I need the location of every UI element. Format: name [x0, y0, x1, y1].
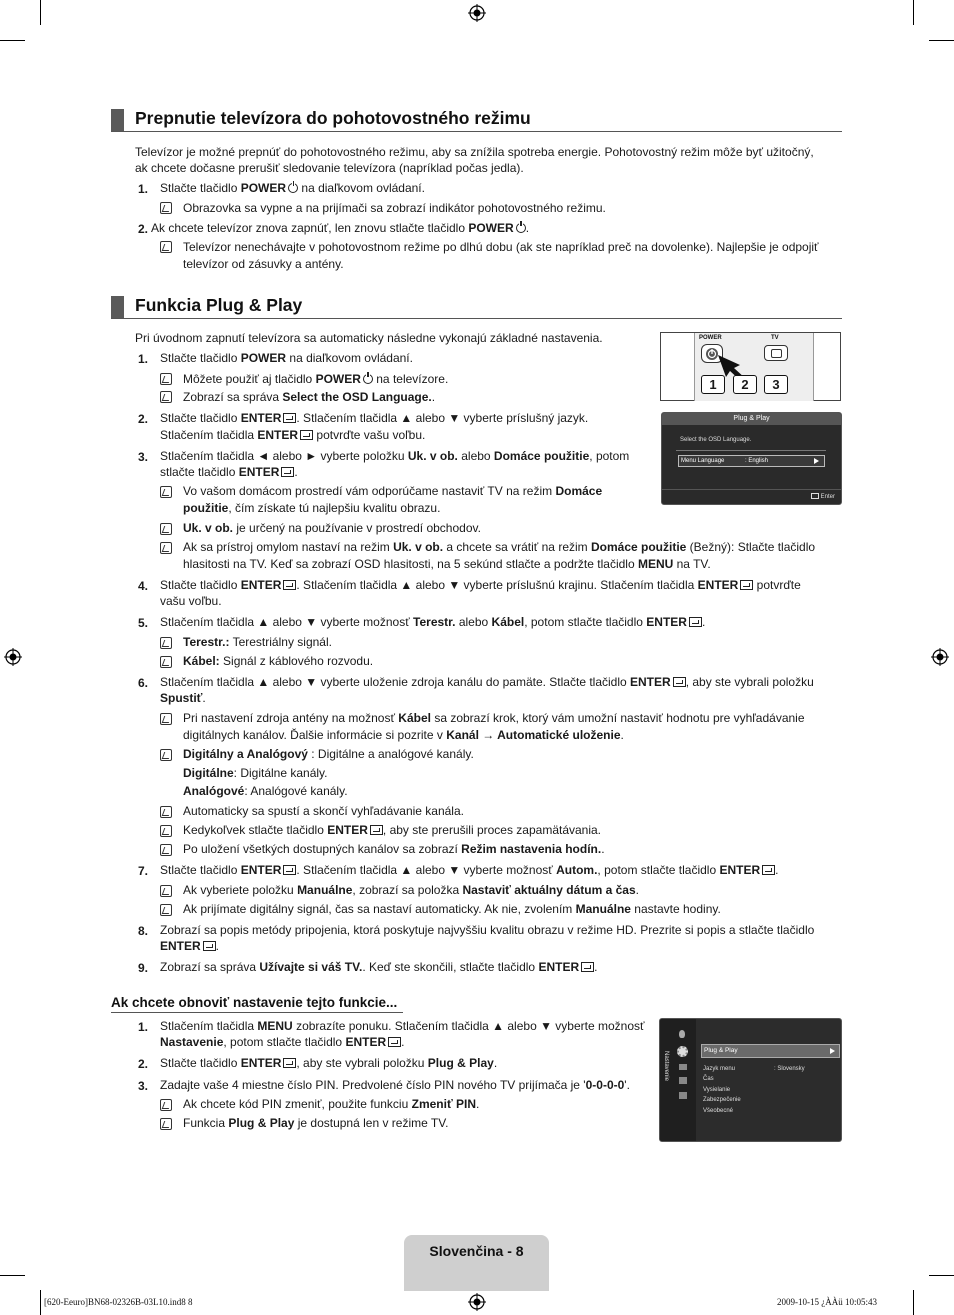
- crop-mark: [0, 1275, 25, 1276]
- note-icon: [160, 713, 172, 725]
- note-text: Televízor nenechávajte v pohotovostnom režime po dlhú dobu (ak ste napríklad preč na dovolenke). Najlepšie je odpojiť: [183, 240, 819, 254]
- note-text: Digitálny a Analógový : Digitálne a analógové kanály.: [183, 747, 474, 761]
- registration-mark-icon: [468, 1293, 486, 1311]
- osd-menu-item: Vysielanie: [703, 1087, 731, 1093]
- note-icon: [160, 885, 172, 897]
- step-text: Stlačením tlačidla MENU zobrazíte ponuku. Stlačením tlačidla ▲ alebo ▼ vyberte možnosť: [160, 1019, 645, 1033]
- note-text: Vo vašom domácom prostredí vám odporúčame nastaviť TV na režim Domáce: [183, 484, 603, 498]
- step-text: Stlačte tlačidlo ENTER , aby ste vybrali položku Plug & Play.: [160, 1056, 498, 1070]
- step-number: 4.: [138, 579, 149, 593]
- note-text: Ak vyberiete položku Manuálne, zobrazí sa položka Nastaviť aktuálny dátum a čas.: [183, 883, 639, 897]
- enter-icon: [203, 941, 216, 951]
- step-number: 2.: [138, 412, 149, 426]
- crop-mark: [913, 0, 914, 25]
- osd-prompt: Select the OSD Language.: [680, 437, 752, 443]
- step-number: 1.: [138, 1020, 149, 1034]
- note-text: Ak chcete kód PIN zmeniť, použite funkciu Zmeniť PIN.: [183, 1097, 480, 1111]
- section-heading: [111, 109, 842, 132]
- note-icon: [160, 904, 172, 916]
- note-icon: [160, 391, 172, 403]
- remote-illustration: [660, 332, 841, 401]
- tv-key-label: TV: [771, 335, 779, 341]
- tv-key: [764, 345, 788, 361]
- note-text: Automaticky sa spustí a skončí vyhľadávanie kanála.: [183, 804, 464, 818]
- step-text: Stlačením tlačidla ENTER potvrďte vašu voľbu.: [160, 428, 426, 442]
- note-text: použitie, čím získate tú najlepšiu kvalitu obrazu.: [183, 501, 441, 515]
- step-text: stlačte tlačidlo ENTER .: [160, 465, 298, 479]
- osd-footer-line: [662, 489, 841, 490]
- crop-mark: [929, 40, 954, 41]
- note-text: hlasitosti na TV. Keď sa zobrazí OSD hlasitosti, na 5 sekúnd stlačte a podržte tlačidlo MENU na TV.: [183, 557, 711, 571]
- step-text: Ak chcete televízor znova zapnúť, len znovu stlačte tlačidlo POWER .: [151, 221, 530, 235]
- crop-mark: [0, 40, 25, 41]
- osd-enter-hint: Enter: [811, 493, 835, 500]
- osd-menu-language-row: [678, 455, 825, 467]
- remote-key-2: 2: [733, 375, 757, 394]
- step-text: Zadajte vaše 4 miestne číslo PIN. Predvolené číslo PIN nového TV prijímača je '0-0-0-0'.: [160, 1078, 630, 1092]
- step-text: Zobrazí sa správa Užívajte si váš TV.. Keď ste skončili, stlačte tlačidlo ENTER .: [160, 960, 598, 974]
- osd-menu-value: : Slovensky: [774, 1066, 805, 1072]
- note-text: Funkcia Plug & Play je dostupná len v režime TV.: [183, 1116, 449, 1130]
- step-number: 1.: [138, 352, 149, 366]
- subsection-title: Ak chcete obnoviť nastavenie tejto funkcie...: [111, 995, 403, 1013]
- enter-icon: [300, 430, 313, 440]
- note-text: televízor od zásuvky a antény.: [183, 257, 344, 271]
- enter-icon: [283, 413, 296, 423]
- step-text: vašu voľbu.: [160, 594, 222, 608]
- note-icon: [160, 656, 172, 668]
- enter-icon: [370, 825, 383, 835]
- note-text: Ak prijímate digitálny signál, čas sa nastaví automaticky. Ak nie, zvolením Manuálne nastavte hodiny.: [183, 902, 721, 916]
- step-text: Spustiť.: [160, 691, 206, 705]
- paragraph: Televízor je možné prepnúť do pohotovostného režimu, aby sa znížila spotreba energie. Pohotovostný režim môže byť užitočný,: [135, 145, 814, 159]
- remote-key-3: 3: [764, 375, 788, 394]
- print-date-info: 2009-10-15 ¿ÀÀü 10:05:43: [777, 1297, 877, 1307]
- paragraph: Pri úvodnom zapnutí televízora sa automaticky následne vykonajú základné nastavenia.: [135, 331, 603, 345]
- registration-mark-icon: [468, 4, 486, 22]
- note-icon: [160, 844, 172, 856]
- osd-menu-item: Čas: [703, 1076, 714, 1082]
- step-text: Stlačením tlačidla ▲ alebo ▼ vyberte možnosť Terestr. alebo Kábel, potom stlačte tlačidlo ENTER .: [160, 615, 706, 629]
- page-number-tab: [404, 1235, 549, 1291]
- osd-row-value: : English: [745, 458, 769, 464]
- enter-icon: [283, 865, 296, 875]
- input-icon: [679, 1064, 687, 1070]
- step-text: Stlačte tlačidlo ENTER . Stlačením tlačidla ▲ alebo ▼ vyberte možnosť Autom., potom stlačte tlačidlo ENTER .: [160, 863, 779, 877]
- osd-screen-language: [661, 412, 842, 505]
- power-key-label: POWER: [699, 335, 722, 341]
- note-text: Zobrazí sa správa Select the OSD Language..: [183, 390, 436, 404]
- step-text: Stlačením tlačidla ▲ alebo ▼ vyberte uloženie zdroja kanálu do pamäte. Stlačte tlačidlo ENTER , aby ste vybrali položku: [160, 675, 814, 689]
- picture-icon: [679, 1030, 685, 1038]
- section-heading: [111, 296, 842, 319]
- note-icon: [160, 749, 172, 761]
- enter-icon: [283, 580, 296, 590]
- enter-icon: [581, 962, 594, 972]
- power-icon: [363, 374, 373, 384]
- step-number: 9.: [138, 961, 149, 975]
- print-file-info: [620-Eeuro]BN68-02326B-03L10.ind8 8: [44, 1297, 193, 1307]
- heading-bar: [111, 296, 124, 318]
- note-icon: [160, 523, 172, 535]
- step-number: 5.: [138, 616, 149, 630]
- osd-row-label: Menu Language: [681, 458, 725, 464]
- step-text: Stlačte tlačidlo ENTER . Stlačením tlačidla ▲ alebo ▼ vyberte príslušný jazyk.: [160, 411, 589, 425]
- section-title: Prepnutie televízora do pohotovostného režimu: [135, 108, 531, 128]
- crop-mark: [913, 1290, 914, 1315]
- note-text: Po uložení všetkých dostupných kanálov sa zobrazí Režim nastavenia hodín..: [183, 842, 605, 856]
- power-icon: [516, 223, 526, 233]
- osd-menu-item: Zabezpečenie: [703, 1097, 741, 1103]
- support-icon: [679, 1092, 687, 1099]
- note-icon: [160, 1099, 172, 1111]
- osd-title: Plug & Play: [733, 415, 770, 422]
- step-text: Stlačením tlačidla ◄ alebo ► vyberte položku Uk. v ob. alebo Domáce použitie, potom: [160, 449, 630, 463]
- enter-icon: [281, 467, 294, 477]
- enter-icon: [283, 1058, 296, 1068]
- step-number: 1.: [138, 182, 149, 196]
- note-text: Kábel: Signál z káblového rozvodu.: [183, 654, 374, 668]
- heading-bar: [111, 109, 124, 131]
- note-text: Uk. v ob. je určený na používanie v prostredí obchodov.: [183, 521, 481, 535]
- note-text: Terestr.: Terestriálny signál.: [183, 635, 332, 649]
- note-icon: [160, 637, 172, 649]
- step-number: 2.: [138, 1057, 149, 1071]
- gear-icon: [677, 1046, 688, 1057]
- step-number: 7.: [138, 864, 149, 878]
- note-text: Kedykoľvek stlačte tlačidlo ENTER , aby ste prerušili proces zapamätávania.: [183, 823, 602, 837]
- registration-mark-icon: [4, 648, 22, 666]
- step-text: ENTER .: [160, 939, 220, 953]
- note-text: Ak sa prístroj omylom nastaví na režim Uk. v ob. a chcete sa vrátiť na režim Domáce použitie (Bežný): Stlačte tlačidlo: [183, 540, 816, 554]
- note-icon: [160, 542, 172, 554]
- osd-separator: [676, 450, 826, 451]
- enter-icon: [388, 1037, 401, 1047]
- enter-icon: [762, 865, 775, 875]
- note-icon: [160, 202, 172, 214]
- note-icon: [160, 1118, 172, 1130]
- note-text: Digitálne: Digitálne kanály.: [183, 766, 328, 780]
- osd-menu-item: Všeobecné: [703, 1108, 734, 1114]
- enter-icon: [740, 580, 753, 590]
- page-label: Slovenčina - 8: [429, 1243, 524, 1259]
- note-icon: [160, 825, 172, 837]
- step-number: 2.: [138, 222, 149, 236]
- step-number: 3.: [138, 450, 149, 464]
- application-icon: [679, 1077, 687, 1084]
- note-text: digitálnych kanálov. Ďalšie informácie si pozrite v Kanál → Automatické uloženie.: [183, 728, 624, 742]
- step-text: Nastavenie, potom stlačte tlačidlo ENTER .: [160, 1035, 405, 1049]
- remote-key-1: 1: [701, 375, 725, 394]
- note-icon: [160, 806, 172, 818]
- enter-icon: [689, 617, 702, 627]
- crop-mark: [929, 1275, 954, 1276]
- power-icon: [288, 183, 298, 193]
- osd-arrow-right-icon: [814, 458, 819, 464]
- step-text: Zobrazí sa popis metódy pripojenia, ktorá poskytuje najvyššiu kvalitu obrazu v režime HD. Prezrite si popis a stlačte tlačidlo: [160, 923, 815, 937]
- crop-mark: [40, 1290, 41, 1315]
- note-text: Analógové: Analógové kanály.: [183, 784, 348, 798]
- note-text: Obrazovka sa vypne a na prijímači sa zobrazí indikátor pohotovostného režimu.: [183, 201, 606, 215]
- enter-icon: [673, 677, 686, 687]
- osd-menu-item: Jazyk menu: [703, 1066, 736, 1072]
- step-text: Stlačte tlačidlo ENTER . Stlačením tlačidla ▲ alebo ▼ vyberte príslušnú krajinu. Stlačením tlačidla ENTER potvrďte: [160, 578, 801, 592]
- note-icon: [160, 486, 172, 498]
- osd-selected-item: Plug & Play: [701, 1044, 840, 1058]
- step-text: Stlačte tlačidlo POWER na diaľkovom ovládaní.: [160, 181, 425, 195]
- osd-side-label: Nastavenie: [663, 1050, 669, 1082]
- crop-mark: [40, 0, 41, 25]
- note-icon: [160, 373, 172, 385]
- step-number: 3.: [138, 1079, 149, 1093]
- note-text: Pri nastavení zdroja antény na možnosť Kábel sa zobrazí krok, ktorý vám umožní nastaviť hodnotu pre vyhľadávanie: [183, 711, 805, 725]
- paragraph: ak chcete dočasne prerušiť sledovanie televízora (napríklad počas jedla).: [135, 161, 524, 175]
- note-text: Môžete použiť aj tlačidlo POWER na televízore.: [183, 372, 449, 386]
- step-number: 6.: [138, 676, 149, 690]
- note-icon: [160, 241, 172, 253]
- osd-screen-setup-menu: [659, 1018, 842, 1142]
- osd-arrow-right-icon: [830, 1048, 835, 1054]
- step-number: 8.: [138, 924, 149, 938]
- registration-mark-icon: [931, 648, 949, 666]
- section-title: Funkcia Plug & Play: [135, 295, 303, 315]
- step-text: Stlačte tlačidlo POWER na diaľkovom ovládaní.: [160, 351, 413, 365]
